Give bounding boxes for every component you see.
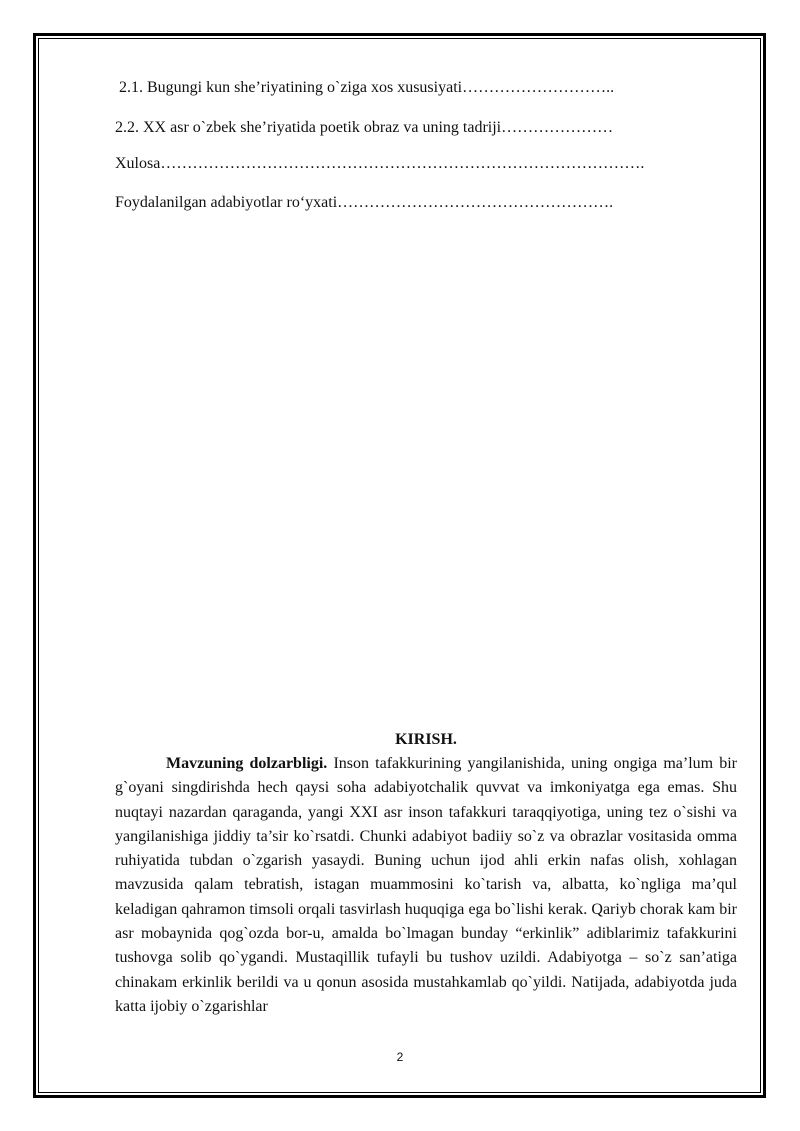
toc-item: Foydalanilgan adabiyotlar ro‘yxati……………………………………………. (115, 194, 614, 211)
toc-item: 2.2. XX asr o`zbek she’riyatida poetik obraz va uning tadriji………………… (115, 119, 614, 136)
page-number: 2 (396, 1050, 404, 1064)
toc-item: 2.1. Bugungi kun she’riyatining o`ziga xos xususiyati……………………….. (119, 79, 615, 96)
toc-item: Xulosa………………………………………………………………………………. (115, 155, 645, 172)
section-heading: KIRISH. (395, 731, 457, 748)
paragraph-lead: Mavzuning dolzarbligi. (166, 755, 328, 772)
paragraph-text: Inson tafakkurining yangilanishida, uning ongiga ma’lum bir g`oyani singdirishda hech qaysi soha adabiyotchalik quvvat va imkoniyatga ega emas. Shu nuqtayi nazardan qaraganda, yangi XXI asr inson tafakkuri taraqqiyotiga, uning tez o`sishi va yangilanishiga jiddiy ta’sir ko`rsatdi. Chunki adabiyot badiiy so`z va obrazlar vositasida omma ruhiyatida tubdan o`zgarish yasaydi. Buning uchun ijod ahli erkin nafas olish, xohlagan mavzusida qalam tebratish, istagan muammosini ko`tarish va, albatta, ko`ngliga ma’qul keladigan qahramon timsoli orqali tasvirlash huquqiga ega bo`lishi kerak. Qariyb chorak kam bir asr mobaynida qog`ozda bor-u, amalda bo`lmagan bunday “erkinlik” adiblarimiz tafakkurini tushovga solib qo`ygandi. Mustaqillik tufayli bu tushov uzildi. Adabiyotga – so`z san’atiga chinakam erkinlik berildi va u qonun asosida mustahkamlab qo`yildi. Natijada, adabiyotda juda katta ijobiy o`zgarishlar (115, 755, 738, 1015)
intro-paragraph (115, 752, 737, 1019)
introduction-section (115, 728, 737, 1019)
